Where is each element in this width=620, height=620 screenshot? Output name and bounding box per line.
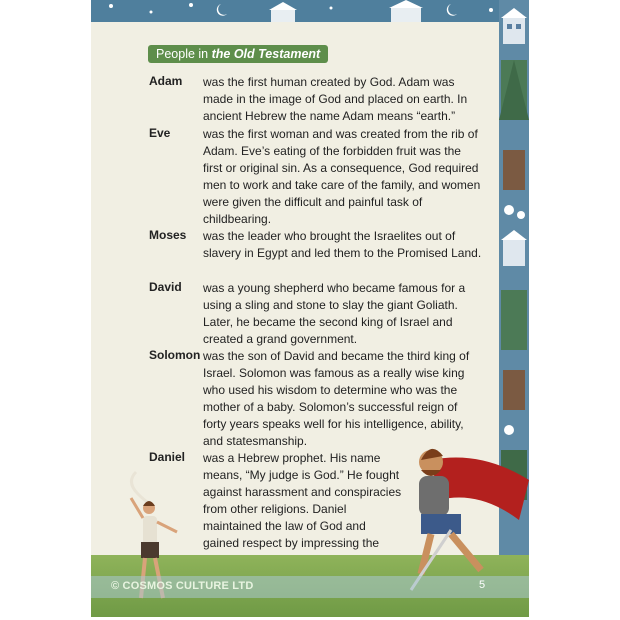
entry-description: was a Hebrew prophet. His name means, “My judge is God.” He fought against harassment and conspiracies from other religions. Daniel maintained the law of God and gained respect by impressing the: [203, 451, 402, 550]
entry-name: Daniel: [149, 450, 186, 464]
book-page: [91, 0, 529, 617]
entry-description: was the son of David and became the third king of Israel. Solomon was famous as a really wise king who used his wisdom to determine who was the mother of a baby. Solomon’s successful reign of forty years speaks well for his intelligence, ability, and statesmanship.: [203, 349, 470, 448]
entry-description: was the first woman and was created from the rib of Adam. Eve’s eating of the forbidden fruit was the first or original sin. As a consequence, God required men to work and take care of the family, and women were given the difficult and painful task of childbearing.: [203, 127, 481, 226]
entry-description: was the first human created by God. Adam was made in the image of God and placed on earth. In ancient Hebrew the name Adam means “earth.”: [203, 75, 468, 123]
decorative-top-border: [91, 0, 529, 22]
entry-description: was a young shepherd who became famous for a using a sling and stone to slay the giant Goliath. Later, he became the second king of Israel and created a grand government.: [203, 281, 466, 346]
page-number: 5: [479, 579, 486, 591]
entry-name: Adam: [149, 74, 183, 88]
entry-name: Eve: [149, 126, 171, 140]
entry-description: was the leader who brought the Israelites out of slavery in Egypt and led them to the Promised Land.: [203, 229, 482, 260]
entry-name: David: [149, 280, 182, 294]
entry-name: Moses: [149, 228, 187, 242]
section-heading: People in the Old Testament: [148, 45, 328, 63]
copyright-text: © COSMOS CULTURE LTD: [111, 580, 254, 592]
snow-village-decoration: [91, 0, 529, 22]
entry-name: Solomon: [149, 348, 201, 362]
